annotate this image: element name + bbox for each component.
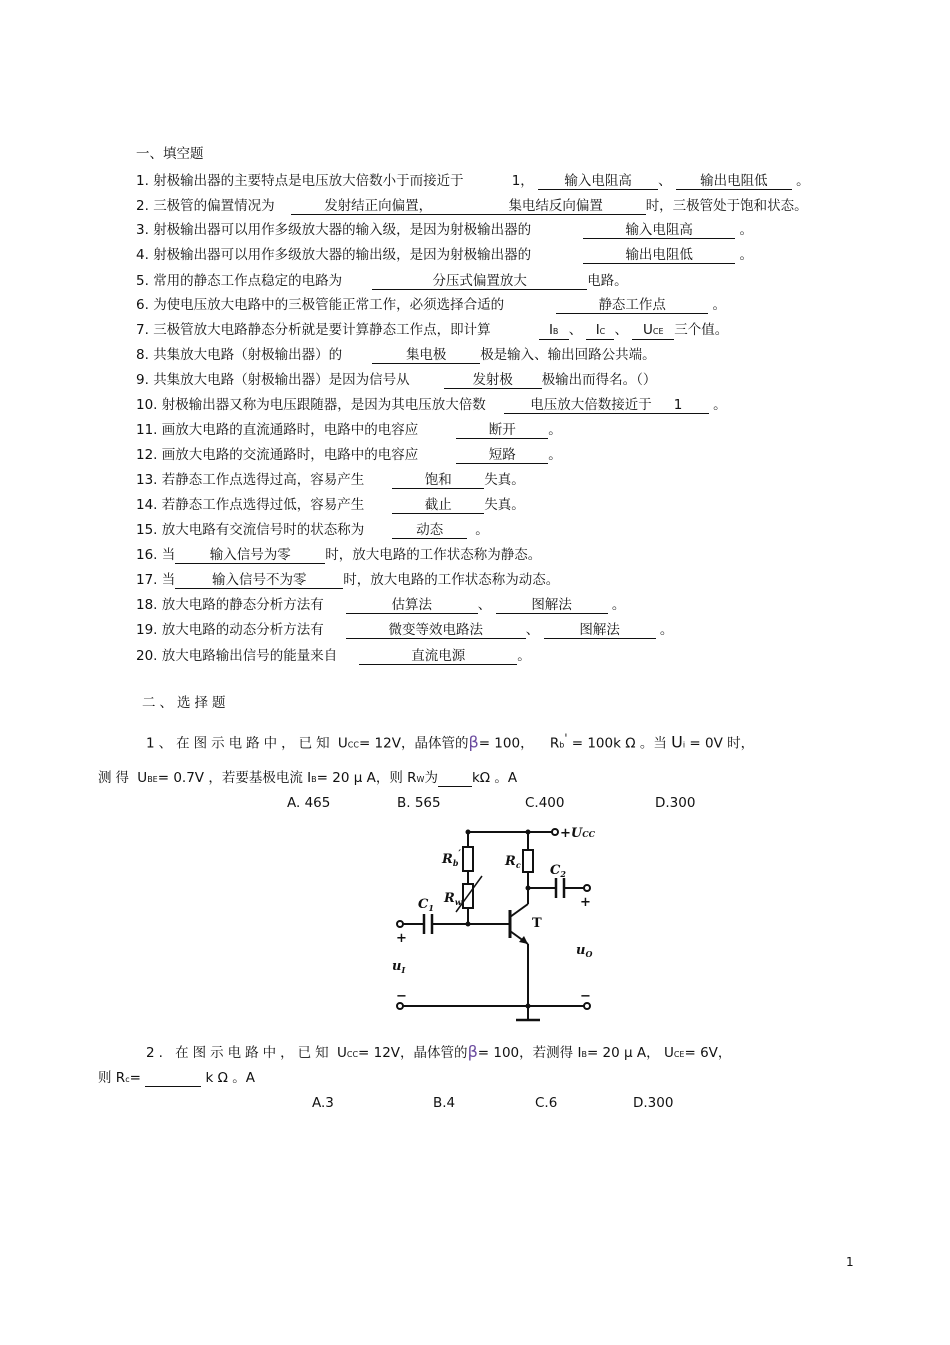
input-plus: + bbox=[396, 931, 407, 946]
output-voltage-label: u bbox=[576, 943, 586, 958]
question-14: 14. 若静态工作点选得过低，容易产生 截止 失真。 bbox=[136, 497, 525, 513]
section2-title: 二、选择题 bbox=[142, 695, 230, 711]
page-number: 1 bbox=[846, 1255, 854, 1269]
answer-blank bbox=[438, 771, 472, 787]
answer-blank: 集电结反向偏置 bbox=[466, 199, 646, 215]
answer-blank: 输入电阻高 bbox=[538, 174, 658, 190]
answer-blank: 集电极 bbox=[372, 348, 480, 364]
question-1: 1. 射极输出器的主要特点是电压放大倍数小于而接近于 1， 输入电阻高 、 输出电阻低 。 bbox=[136, 173, 810, 189]
output-minus: − bbox=[580, 989, 591, 1004]
answer-blank: 输出电阻低 bbox=[676, 174, 792, 190]
answer-blank: 输入信号为零 bbox=[175, 548, 325, 564]
answer-blank: 图解法 bbox=[496, 598, 608, 614]
beta-symbol: β bbox=[467, 1042, 478, 1061]
vcc-terminal bbox=[552, 829, 558, 835]
option-a: A.3 bbox=[312, 1095, 334, 1111]
rb-label: R bbox=[442, 852, 453, 867]
answer-blank: 估算法 bbox=[346, 598, 478, 614]
answer-blank: 发射极 bbox=[444, 373, 542, 389]
answer-blank: 微变等效电路法 bbox=[346, 623, 526, 639]
question-7: 7. 三极管放大电路静态分析就是要计算静态工作点，即计算 IB 、 IC 、 UCE 三个值。 bbox=[136, 322, 729, 338]
output-plus: + bbox=[580, 895, 591, 910]
beta-symbol: β bbox=[468, 732, 479, 752]
svg-text:Rb′: $R_b'$ bbox=[442, 849, 462, 868]
question-2: 2. 三极管的偏置情况为 发射结正向偏置， 集电结反向偏置 时，三极管处于饱和状态。 bbox=[136, 198, 808, 214]
answer-blank: 截止 bbox=[392, 498, 484, 514]
question-12: 12. 画放大电路的交流通路时，电路中的电容应 短路 。 bbox=[136, 447, 562, 463]
question-13: 13. 若静态工作点选得过高，容易产生 饱和 失真。 bbox=[136, 472, 525, 488]
choice-1-options bbox=[0, 794, 950, 812]
question-3: 3. 射极输出器可以用作多级放大器的输入级，是因为射极输出器的 输入电阻高 。 bbox=[136, 222, 753, 238]
choice-1-line1: 1、在图示电路中，已知 UCC= 12V，晶体管的β= 100， Rb' = 100k Ω 。当 Ui = 0V 时， bbox=[146, 732, 755, 752]
svg-text:+UCC: +UCC bbox=[560, 826, 595, 841]
input-voltage-label: u bbox=[392, 959, 402, 974]
input-minus: − bbox=[396, 989, 407, 1004]
answer-blank: 输入信号不为零 bbox=[175, 573, 343, 589]
answer-blank: 输出电阻低 bbox=[583, 248, 735, 264]
choice-2-options bbox=[0, 1094, 950, 1112]
answer-blank: 断开 bbox=[456, 423, 548, 439]
answer-blank: IB bbox=[539, 323, 569, 340]
question-18: 18. 放大电路的静态分析方法有 估算法 、 图解法 。 bbox=[136, 597, 626, 613]
question-8: 8. 共集放大电路（射极输出器）的 集电极 极是输入、输出回路公共端。 bbox=[136, 347, 656, 363]
choice-2-line2: 则 Rc= k Ω 。A bbox=[98, 1070, 255, 1086]
answer-blank: 输入电阻高 bbox=[583, 223, 735, 239]
choice-1-line2: 测得 UBE= 0.7V ，若要基极电流 IB= 20 μ A，则 RW为 kΩ 。A bbox=[98, 770, 518, 786]
option-c: C.6 bbox=[535, 1095, 558, 1111]
circuit-diagram bbox=[390, 820, 620, 1030]
option-c: C.400 bbox=[525, 795, 565, 811]
output-terminal bbox=[584, 885, 590, 891]
answer-blank: IC bbox=[586, 323, 614, 340]
option-a: A. 465 bbox=[287, 795, 331, 811]
answer-blank: 饱和 bbox=[392, 473, 484, 489]
choice-2-line1: 2. 在图示电路中，已知 UCC= 12V，晶体管的β= 100，若测得 IB= 20 μ A， UCE= 6V， bbox=[146, 1042, 732, 1061]
question-10: 10. 射极输出器又称为电压跟随器，是因为其电压放大倍数 电压放大倍数接近于 1 。 bbox=[136, 397, 727, 413]
c2-label: C bbox=[550, 863, 561, 878]
answer-blank: 动态 bbox=[392, 523, 467, 539]
svg-text:C2: $C_2$ bbox=[550, 863, 566, 879]
answer-blank: 短路 bbox=[456, 448, 548, 464]
option-b: B. 565 bbox=[397, 795, 441, 811]
question-6: 6. 为使电压放大电路中的三极管能正常工作，必须选择合适的 静态工作点 。 bbox=[136, 297, 726, 313]
answer-blank: UCE bbox=[632, 323, 674, 340]
section1-title: 一、填空题 bbox=[136, 146, 204, 162]
answer-blank: 分压式偏置放大 bbox=[372, 274, 587, 290]
svg-text:uI: $u_I$ bbox=[392, 959, 406, 975]
question-5: 5. 常用的静态工作点稳定的电路为 分压式偏置放大 电路。 bbox=[136, 273, 628, 289]
transistor-label: T bbox=[532, 916, 542, 931]
rw-label: R bbox=[444, 891, 455, 906]
answer-blank: 直流电源 bbox=[359, 649, 517, 665]
question-20: 20. 放大电路输出信号的能量来自 直流电源 。 bbox=[136, 648, 531, 664]
answer-blank: 电压放大倍数接近于 1 bbox=[504, 398, 709, 414]
question-15: 15. 放大电路有交流信号时的状态称为 动态 。 bbox=[136, 522, 489, 538]
option-d: D.300 bbox=[633, 1095, 674, 1111]
c1-label: C bbox=[418, 897, 429, 912]
resistor-rb bbox=[463, 847, 473, 871]
question-19: 19. 放大电路的动态分析方法有 微变等效电路法 、 图解法 。 bbox=[136, 622, 674, 638]
input-terminal bbox=[397, 921, 403, 927]
svg-text:C1: $C_1$ bbox=[418, 897, 434, 913]
rc-label: R bbox=[505, 854, 516, 869]
answer-blank: 发射结正向偏置， bbox=[291, 199, 466, 215]
question-9: 9. 共集放大电路（射极输出器）是因为信号从 发射极 极输出而得名。（） bbox=[136, 372, 657, 388]
question-17: 17. 当 输入信号不为零 时，放大电路的工作状态称为动态。 bbox=[136, 572, 560, 588]
svg-text:Rc: $R_c$ bbox=[505, 854, 521, 870]
resistor-rc bbox=[523, 850, 533, 872]
question-16: 16. 当 输入信号为零 时，放大电路的工作状态称为静态。 bbox=[136, 547, 542, 563]
svg-text:Rw: $R_w$ bbox=[444, 891, 462, 907]
emitter-arrow bbox=[519, 936, 528, 944]
vcc-label: +U bbox=[560, 826, 583, 841]
question-4: 4. 射极输出器可以用作多级放大器的输出级，是因为射极输出器的 输出电阻低 。 bbox=[136, 247, 753, 263]
question-11: 11. 画放大电路的直流通路时，电路中的电容应 断开 。 bbox=[136, 422, 562, 438]
option-b: B.4 bbox=[433, 1095, 456, 1111]
answer-blank: 图解法 bbox=[544, 623, 656, 639]
answer-blank bbox=[145, 1071, 201, 1087]
option-d: D.300 bbox=[655, 795, 696, 811]
svg-text:uO: $u_O$ bbox=[576, 943, 593, 959]
answer-blank: 静态工作点 bbox=[556, 298, 708, 314]
